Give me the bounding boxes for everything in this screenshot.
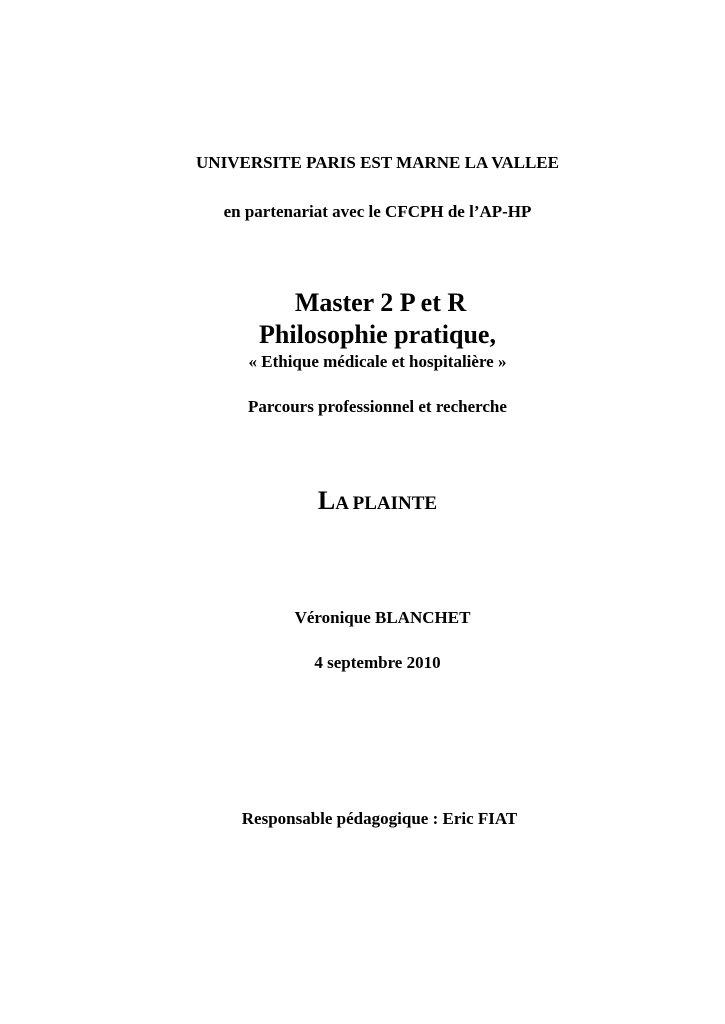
partnership-line: en partenariat avec le CFCPH de l’AP-HP [223, 202, 532, 221]
degree-heading: Master 2 P et R [294, 288, 467, 317]
thesis-title-initial: L [317, 486, 336, 515]
author-name: Véronique BLANCHET [294, 608, 471, 627]
track-line: Parcours professionnel et recherche [248, 397, 507, 416]
specialty-subtitle: « Ethique médicale et hospitalière » [248, 352, 507, 371]
program-heading: Philosophie pratique, [259, 320, 496, 349]
supervisor-line: Responsable pédagogique : Eric FIAT [241, 809, 518, 828]
thesis-title [15, 488, 725, 514]
university-name: UNIVERSITE PARIS EST MARNE LA VALLEE [196, 153, 559, 172]
date-line: 4 septembre 2010 [314, 653, 441, 672]
thesis-title-rest: A PLAINTE [335, 493, 438, 514]
